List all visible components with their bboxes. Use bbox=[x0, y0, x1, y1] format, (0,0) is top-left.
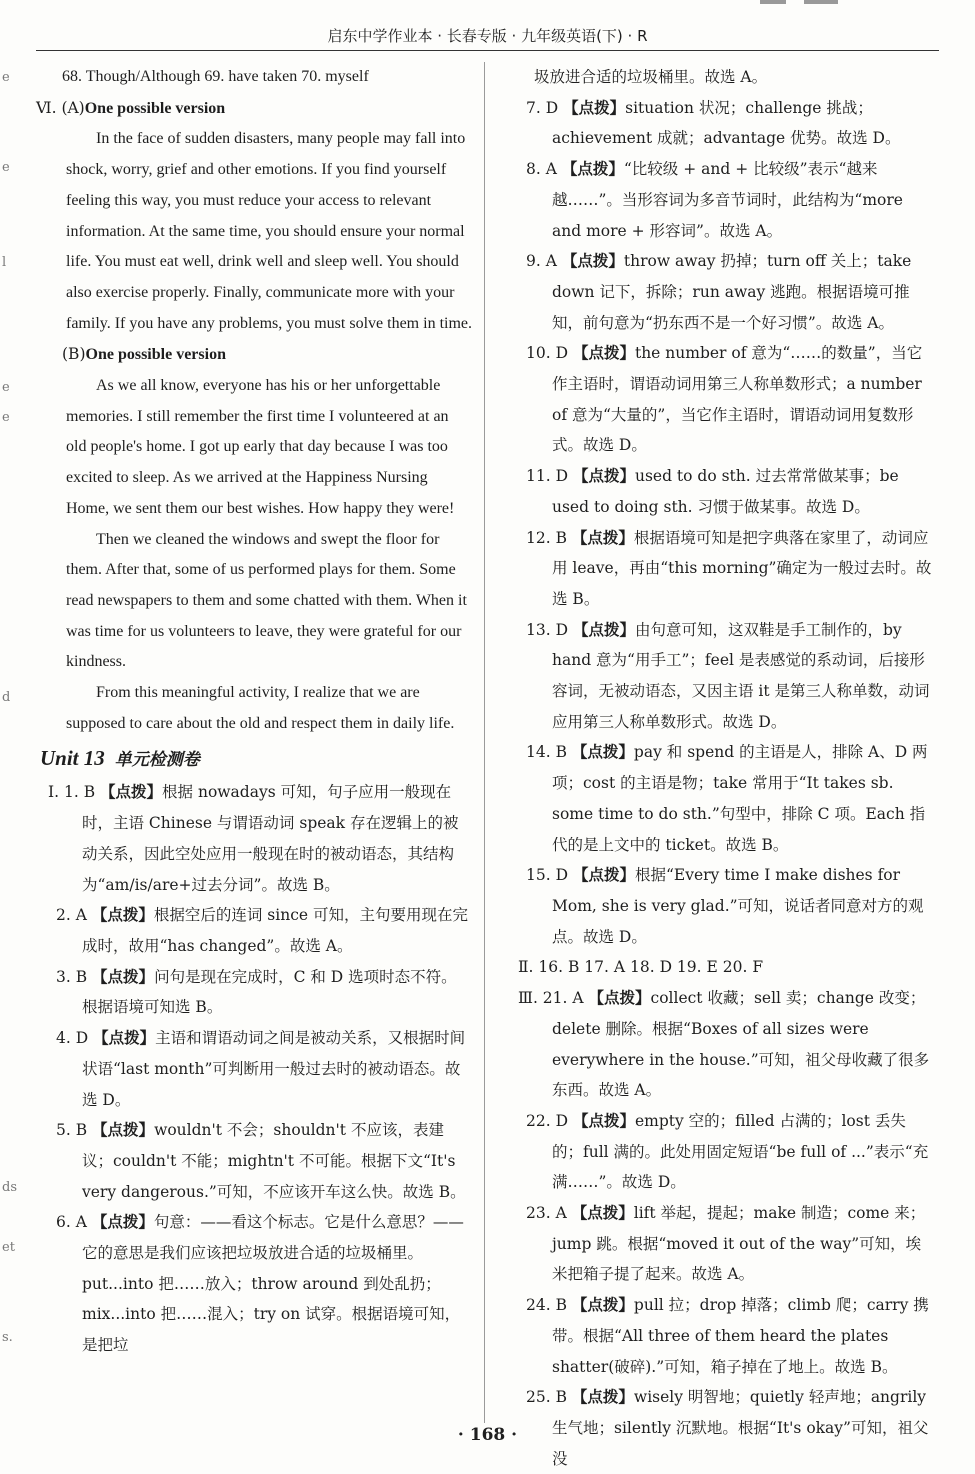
answer-explanation: 句意：——看这个标志。它是什么意思？——它的意思是我们应该把垃圾放进合适的垃圾桶里。put...into 把……放入；throw around 到处乱扔；mix...into 把……混入；try on 试穿。根据语境可知，是把垃 bbox=[82, 1213, 464, 1355]
bleed-glyph: et bbox=[2, 1240, 15, 1255]
page-number: · 168 · bbox=[457, 1425, 518, 1445]
answer-item bbox=[506, 154, 932, 246]
version-a-label: One possible version bbox=[84, 99, 226, 117]
answers-68-70: 68. Though/Although 69. have taken 70. myself bbox=[62, 68, 369, 85]
header-deco-1 bbox=[760, 0, 786, 4]
answer-number: 14. B bbox=[526, 743, 567, 762]
hint-tag: 【点拨】 bbox=[91, 1213, 154, 1232]
answer-item bbox=[506, 615, 932, 738]
left-column bbox=[36, 62, 472, 1423]
hint-tag: 【点拨】 bbox=[572, 866, 635, 885]
hint-tag: 【点拨】 bbox=[572, 1111, 635, 1130]
header-title: 启东中学作业本 · 长春专版 · 九年级英语(下) · R bbox=[327, 27, 648, 45]
answer-item bbox=[506, 860, 932, 952]
answer-explanation: collect 收藏；sell 卖；change 改变；delete 删除。根据“Boxes of all sizes were everywhere in the house.”可知，祖父母收藏了很多东西。故选 A。 bbox=[552, 989, 930, 1100]
hint-tag: 【点拨】 bbox=[92, 967, 155, 986]
hint-tag: 【点拨】 bbox=[572, 344, 635, 363]
hint-tag: 【点拨】 bbox=[93, 1029, 156, 1048]
hint-tag: 【点拨】 bbox=[571, 1388, 634, 1407]
answer-item bbox=[506, 983, 932, 1106]
answer-number: 2. A bbox=[56, 906, 87, 925]
right-column bbox=[506, 62, 932, 1468]
bleed-glyph: l bbox=[2, 255, 7, 270]
answer-explanation: lift 举起，提起；make 制造；come 来；jump 跳。根据“moved it out of the way”可知，埃米把箱子提了起来。故选 A。 bbox=[552, 1204, 926, 1284]
answer-number: 25. B bbox=[526, 1388, 567, 1407]
answer-number: 22. D bbox=[526, 1111, 569, 1130]
answer-number: 11. D bbox=[526, 467, 569, 486]
answer-explanation: pay 和 spend 的主语是人，排除 A、D 两项；cost 的主语是物；take 常用于“It takes sb. some time to do sth.”句型中，排除 C 项。Each 指代的是上文中的 ticket。故选 B。 bbox=[552, 743, 928, 854]
answer-number: 5. B bbox=[56, 1121, 88, 1140]
answer-explanation: 根据 nowadays 可知，句子应用一般现在时，主语 Chinese 与谓语动词 speak 存在逻辑上的被动关系，因此空处应用一般现在时的被动语态，其结构为“am/is/are+过去分词”。故选 B。 bbox=[82, 783, 459, 894]
answer-explanation: empty 空的；filled 占满的；lost 丢失的；full 满的。此处用固定短语“be full of ...”表示“充满……”。故选 D。 bbox=[552, 1111, 929, 1192]
version-b-paragraph-1: As we all know, everyone has his or her unforgettable memories. I still remember the first time I volunteered at an old people's home. I got up early that day because I was too excited to sleep. As we arrived at the Happiness Nursing Home, we sent them our best wishes. How happy they were! bbox=[66, 377, 455, 517]
answer-number: 3. B bbox=[56, 967, 88, 986]
answer-number: Ⅱ. 16. B bbox=[518, 958, 580, 977]
hint-tag: 【点拨】 bbox=[91, 906, 154, 925]
answer-item bbox=[36, 1023, 472, 1115]
answer-number: Ⅰ. 1. B bbox=[48, 783, 96, 802]
answer-number: 12. B bbox=[526, 528, 567, 547]
bleed-glyph: e bbox=[2, 380, 10, 395]
answer-number: 6. A bbox=[56, 1213, 87, 1232]
hint-tag: 【点拨】 bbox=[563, 98, 626, 117]
answer-explanation: 由句意可知，这双鞋是手工制作的，by hand 意为“用手工”；feel 是表感觉的系动词，后接形容词，无被动语态，又因主语 it 是第三人称单数，动词应用第三人称单数形式。故选 D。 bbox=[552, 620, 930, 731]
section-vi-label: Ⅵ. (A) bbox=[36, 98, 85, 117]
answer-explanation: the number of 意为“……的数量”，当它作主语时，谓语动词用第三人称单数形式；a number of 意为“大量的”，当它作主语时，谓语动词用复数形式。故选 D。 bbox=[552, 344, 923, 455]
version-b-title: One possible version bbox=[85, 346, 226, 364]
answer-explanation: 主语和谓语动词之间是被动关系，又根据时间状语“last month”可判断用一般过去时的被动语态。故选 D。 bbox=[82, 1029, 466, 1109]
answer-item bbox=[506, 1106, 932, 1198]
hint-tag: 【点拨】 bbox=[561, 252, 624, 271]
hint-tag: 【点拨】 bbox=[100, 783, 163, 802]
answer-explanation: 问句是现在完成时，C 和 D 选项时态不符。根据语境可知选 B。 bbox=[82, 967, 457, 1017]
answer-item bbox=[506, 246, 932, 338]
unit-title bbox=[40, 741, 472, 777]
answer-item bbox=[36, 962, 472, 1023]
answer-explanation: pull 拉；drop 掉落；climb 爬；carry 携带。根据“All three of them heard the plates shatter(破碎).”可知，箱子掉在了地上。故选 B。 bbox=[552, 1296, 929, 1376]
header-bar bbox=[36, 22, 939, 51]
version-b-paragraph-2: Then we cleaned the windows and swept the floor for them. After that, some of us performed plays for them. Some read newspapers to them and some chatted with them. When it was time for us volunteers to leave, they were grateful for our kindness. bbox=[66, 530, 467, 671]
answer-explanation: 根据“Every time I make dishes for Mom, she is very glad.”可知，说话者同意对方的观点。故选 D。 bbox=[552, 866, 924, 946]
hint-tag: 【点拨】 bbox=[572, 467, 635, 486]
answer-number: 23. A bbox=[526, 1204, 567, 1223]
answer-number: 4. D bbox=[56, 1029, 89, 1048]
answer-item bbox=[506, 523, 932, 615]
bleed-glyph: ds bbox=[2, 1180, 17, 1195]
version-a-essay: In the face of sudden disasters, many people may fall into shock, worry, grief and other emotions. If you find yourself feeling this way, you must reduce your access to relevant information. At the same time, you should ensure your normal life. You must eat well, drink well and sleep well. You should also exercise properly. Finally, communicate more with your family. If you have any problems, you must solve them in time. bbox=[66, 130, 472, 332]
answer-number: 24. B bbox=[526, 1296, 567, 1315]
answer-explanation: 17. A 18. D 19. E 20. F bbox=[584, 958, 764, 977]
bleed-glyph: e bbox=[2, 410, 10, 425]
answer-number: 8. A bbox=[526, 160, 557, 179]
answer-number: 10. D bbox=[526, 344, 569, 363]
bleed-glyph: d bbox=[2, 690, 11, 705]
answer-explanation: “比较级 + and + 比较级”表示“越来越……”。当形容词为多音节词时，此结构为“more and more + 形容词”。故选 A。 bbox=[552, 160, 903, 240]
hint-tag: 【点拨】 bbox=[571, 1204, 634, 1223]
version-b-heading bbox=[36, 339, 472, 371]
hint-tag: 【点拨】 bbox=[571, 743, 634, 762]
answer-item bbox=[506, 338, 932, 461]
hint-tag: 【点拨】 bbox=[571, 1296, 634, 1315]
hint-tag: 【点拨】 bbox=[571, 528, 634, 547]
answer-number: 7. D bbox=[526, 98, 559, 117]
bleed-glyph: s. bbox=[2, 1330, 13, 1345]
answer-explanation: throw away 扔掉；turn off 关上；take down 记下，拆除；run away 逃跑。根据语境可推知，前句意为“扔东西不是一个好习惯”。故选 A。 bbox=[552, 252, 912, 332]
answer-explanation: 根据语境可知是把字典落在家里了，动词应用 leave，再由“this morning”确定为一般过去时。故选 B。 bbox=[552, 528, 932, 608]
answer-explanation: 根据空后的连词 since 可知，主句要用现在完成时，故用“has changed”。故选 A。 bbox=[82, 906, 468, 955]
answer-item bbox=[506, 737, 932, 860]
hint-tag: 【点拨】 bbox=[92, 1121, 155, 1140]
hint-tag: 【点拨】 bbox=[588, 989, 651, 1008]
version-b-label: (B) bbox=[62, 345, 86, 364]
unit-title-text: Unit 13 bbox=[40, 746, 105, 771]
answer-number: 15. D bbox=[526, 866, 569, 885]
version-a-heading bbox=[36, 93, 472, 125]
hint-tag: 【点拨】 bbox=[561, 160, 624, 179]
answer-item bbox=[506, 93, 932, 154]
answer-explanation: situation 状况；challenge 挑战；achievement 成就；advantage 优势。故选 D。 bbox=[552, 98, 901, 148]
header-deco-2 bbox=[804, 0, 838, 4]
answer-explanation: wisely 明智地；quietly 轻声地；angrily 生气地；silently 沉默地。根据“It's okay”可知，祖父没 bbox=[552, 1388, 929, 1468]
column-divider bbox=[484, 62, 485, 1423]
unit-subtitle: 单元检测卷 bbox=[114, 750, 200, 770]
answer-item bbox=[506, 461, 932, 522]
answer-explanation: used to do sth. 过去常常做某事；be used to doing sth. 习惯于做某事。故选 D。 bbox=[552, 467, 899, 516]
answer-number: 13. D bbox=[526, 620, 569, 639]
answer-explanation: wouldn't 不会；shouldn't 不应该，表建议；couldn't 不能；mightn't 不可能。根据下文“It's very dangerous.”可知，不应该开车这么快。故选 B。 bbox=[82, 1121, 466, 1201]
answer-number: 9. A bbox=[526, 252, 557, 271]
version-b-paragraph-3: From this meaningful activity, I realize that we are supposed to care about the old and respect them in daily life. bbox=[66, 684, 455, 732]
answer-item bbox=[36, 777, 472, 900]
continuation-text: 圾放进合适的垃圾桶里。故选 A。 bbox=[534, 68, 768, 86]
answer-item bbox=[36, 900, 472, 961]
answer-item bbox=[506, 1290, 932, 1382]
answer-item bbox=[506, 952, 932, 983]
answer-number: Ⅲ. 21. A bbox=[518, 989, 584, 1008]
hint-tag: 【点拨】 bbox=[572, 620, 635, 639]
bleed-glyph: e bbox=[2, 160, 10, 175]
answer-item bbox=[36, 1207, 472, 1361]
answer-item bbox=[506, 1198, 932, 1290]
bleed-glyph: e bbox=[2, 70, 10, 85]
answer-item bbox=[36, 1115, 472, 1207]
